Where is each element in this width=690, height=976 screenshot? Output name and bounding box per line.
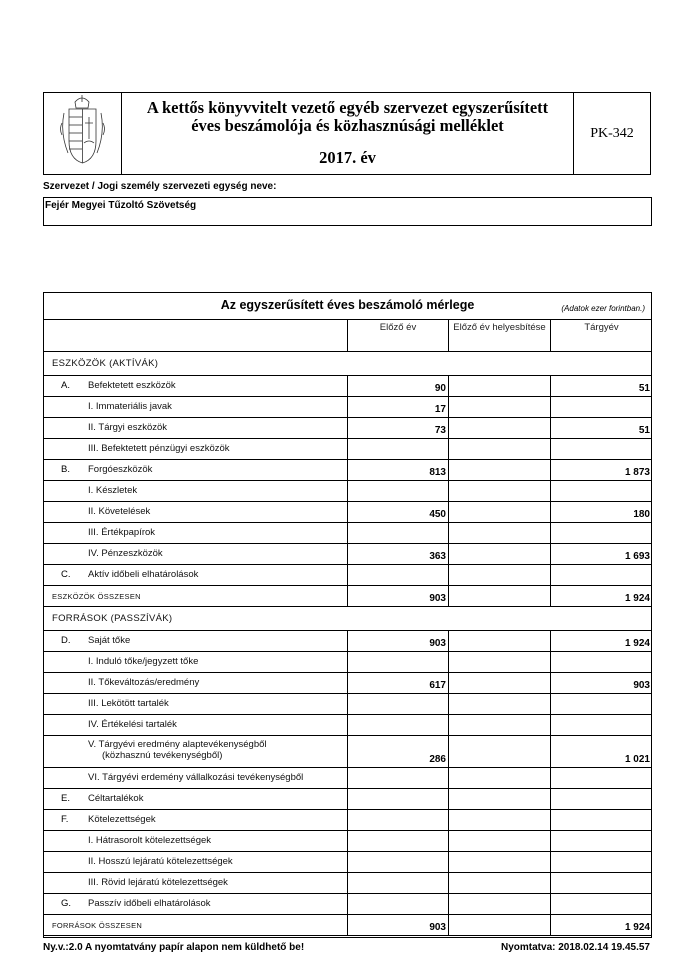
table-row (44, 439, 651, 460)
value-current-cell[interactable] (550, 873, 652, 893)
value-prev-cell[interactable] (347, 736, 448, 767)
value-correction-cell[interactable] (448, 789, 550, 809)
value-prev-cell[interactable] (347, 565, 448, 585)
total-row (44, 586, 651, 607)
value-prev-cell[interactable] (347, 831, 448, 851)
value-correction-cell[interactable] (448, 502, 550, 522)
value-current: 1 924 (624, 593, 650, 604)
table-row (44, 544, 651, 565)
row-label: Aktív időbeli elhatárolások (88, 569, 199, 580)
row-label: Passzív időbeli elhatárolások (88, 898, 211, 909)
row-label: I. Készletek (88, 485, 138, 496)
value-prev: 813 (429, 467, 446, 478)
value-current-cell[interactable] (550, 544, 652, 564)
form-code: PK-342 (573, 93, 650, 174)
row-label: II. Követelések (88, 506, 151, 517)
table-caption (44, 293, 651, 320)
value-prev: 617 (429, 680, 446, 691)
table-row (44, 565, 651, 586)
row-label: FORRÁSOK ÖSSZESEN (52, 921, 143, 930)
value-correction-cell[interactable] (448, 810, 550, 830)
value-prev: 903 (429, 638, 446, 649)
value-current-cell[interactable] (550, 768, 652, 788)
row-label: V. Tárgyévi eredmény alaptevékenységből (88, 739, 267, 750)
value-prev-cell[interactable] (347, 915, 448, 935)
value-correction-cell[interactable] (448, 418, 550, 438)
table-row (44, 376, 651, 397)
value-correction-cell[interactable] (448, 694, 550, 714)
value-current: 1 873 (624, 467, 650, 478)
value-prev-cell[interactable] (347, 652, 448, 672)
row-label: II. Tárgyi eszközök (88, 422, 168, 433)
row-code: F. (61, 814, 69, 825)
value-prev-cell[interactable] (347, 586, 448, 606)
table-row (44, 397, 651, 418)
value-correction-cell[interactable] (448, 544, 550, 564)
value-current: 51 (638, 383, 650, 394)
table-row (44, 673, 651, 694)
column-header-correction: Előző év helyesbítése (448, 320, 550, 352)
value-correction-cell[interactable] (448, 460, 550, 480)
row-label: I. Hátrasorolt kötelezettségek (88, 835, 212, 846)
column-header-prev: Előző év (347, 320, 448, 352)
table-row (44, 481, 651, 502)
row-code: B. (61, 464, 70, 475)
value-current: 180 (633, 509, 650, 520)
table-row (44, 831, 651, 852)
row-code: A. (61, 380, 70, 391)
table-row (44, 768, 651, 789)
row-label: III. Értékpapírok (88, 527, 156, 538)
value-prev: 450 (429, 509, 446, 520)
value-prev: 286 (429, 754, 446, 765)
table-row (44, 523, 651, 544)
section-row (44, 352, 651, 376)
value-prev: 73 (434, 425, 446, 436)
value-current: 1 924 (624, 638, 650, 649)
table-row (44, 460, 651, 481)
row-code: D. (61, 635, 71, 646)
row-label: ESZKÖZÖK ÖSSZESEN (52, 592, 141, 601)
value-correction-cell[interactable] (448, 873, 550, 893)
value-correction-cell[interactable] (448, 715, 550, 735)
table-row (44, 652, 651, 673)
value-prev-cell[interactable] (347, 397, 448, 417)
value-prev-cell[interactable] (347, 631, 448, 651)
form-header (43, 92, 651, 175)
table-row (44, 694, 651, 715)
value-current-cell[interactable] (550, 502, 652, 522)
value-current-cell[interactable] (550, 652, 652, 672)
table-row (44, 736, 651, 768)
value-prev-cell[interactable] (347, 810, 448, 830)
row-label-continuation: (közhasznú tevékenységből) (102, 750, 223, 761)
value-current-cell[interactable] (550, 376, 652, 396)
unit-note: (Adatok ezer forintban.) (561, 304, 645, 313)
value-prev-cell[interactable] (347, 376, 448, 396)
value-current: 903 (633, 680, 650, 691)
row-label: Befektetett eszközök (88, 380, 176, 391)
table-title: Az egyszerűsített éves beszámoló mérlege (220, 298, 475, 312)
value-correction-cell[interactable] (448, 565, 550, 585)
value-prev-cell[interactable] (347, 768, 448, 788)
value-current-cell[interactable] (550, 439, 652, 459)
value-prev-cell[interactable] (347, 673, 448, 693)
value-prev-cell[interactable] (347, 789, 448, 809)
value-current-cell[interactable] (550, 586, 652, 606)
value-correction-cell[interactable] (448, 852, 550, 872)
value-current-cell[interactable] (550, 523, 652, 543)
table-row (44, 502, 651, 523)
row-label: III. Rövid lejáratú kötelezettségek (88, 877, 228, 888)
row-label: III. Befektetett pénzügyi eszközök (88, 443, 230, 454)
value-correction-cell[interactable] (448, 652, 550, 672)
value-current-cell[interactable] (550, 397, 652, 417)
value-current-cell[interactable] (550, 631, 652, 651)
footer-print-date: Nyomtatva: 2018.02.14 19.45.57 (501, 942, 650, 953)
value-current: 1 693 (624, 551, 650, 562)
organization-name: Fejér Megyei Tűzoltó Szövetség (45, 200, 197, 211)
value-prev-cell[interactable] (347, 894, 448, 914)
value-current-cell[interactable] (550, 481, 652, 501)
row-label: III. Lekötött tartalék (88, 698, 169, 709)
value-current-cell[interactable] (550, 810, 652, 830)
table-row (44, 810, 651, 831)
value-correction-cell[interactable] (448, 768, 550, 788)
row-code: E. (61, 793, 70, 804)
row-label: Céltartalékok (88, 793, 144, 804)
value-prev: 17 (434, 404, 446, 415)
value-correction-cell[interactable] (448, 894, 550, 914)
value-prev-cell[interactable] (347, 481, 448, 501)
title-line-1: A kettős könyvvitelt vezető egyéb szervezet egyszerűsített (146, 98, 549, 117)
row-label: IV. Értékelési tartalék (88, 719, 177, 730)
value-prev-cell[interactable] (347, 460, 448, 480)
row-code: C. (61, 569, 71, 580)
value-current-cell[interactable] (550, 694, 652, 714)
value-prev: 90 (434, 383, 446, 394)
row-label: ESZKÖZÖK (AKTÍVÁK) (52, 358, 159, 369)
table-row (44, 873, 651, 894)
row-label: II. Hosszú lejáratú kötelezettségek (88, 856, 233, 867)
organization-name-field[interactable] (43, 197, 652, 226)
coat-of-arms-logo (44, 93, 122, 174)
value-correction-cell[interactable] (448, 397, 550, 417)
row-label: Kötelezettségek (88, 814, 156, 825)
value-prev-cell[interactable] (347, 502, 448, 522)
organization-label: Szervezet / Jogi személy szervezeti egység neve: (43, 181, 277, 192)
value-current: 1 021 (624, 754, 650, 765)
value-prev-cell[interactable] (347, 694, 448, 714)
value-prev-cell[interactable] (347, 418, 448, 438)
row-label: FORRÁSOK (PASSZÍVÁK) (52, 613, 173, 624)
row-label: VI. Tárgyévi erdemény vállalkozási tevékenységből (88, 772, 304, 783)
value-prev: 363 (429, 551, 446, 562)
value-correction-cell[interactable] (448, 523, 550, 543)
row-label: II. Tőkeváltozás/eredmény (88, 677, 200, 688)
table-row (44, 789, 651, 810)
row-label: Saját tőke (88, 635, 131, 646)
value-current-cell[interactable] (550, 418, 652, 438)
value-prev-cell[interactable] (347, 544, 448, 564)
row-code: G. (61, 898, 72, 909)
row-label: IV. Pénzeszközök (88, 548, 163, 559)
value-current-cell[interactable] (550, 565, 652, 585)
value-current-cell[interactable] (550, 789, 652, 809)
value-current-cell[interactable] (550, 915, 652, 935)
column-header-current: Tárgyév (550, 320, 652, 352)
value-prev: 903 (429, 593, 446, 604)
value-current-cell[interactable] (550, 715, 652, 735)
value-prev-cell[interactable] (347, 852, 448, 872)
table-row (44, 852, 651, 873)
form-title (122, 93, 573, 174)
value-prev: 903 (429, 922, 446, 933)
row-label: I. Immateriális javak (88, 401, 172, 412)
value-current: 51 (638, 425, 650, 436)
value-current-cell[interactable] (550, 460, 652, 480)
row-label: I. Induló tőke/jegyzett tőke (88, 656, 199, 667)
title-line-2: éves beszámolója és közhasznúsági melléklet (191, 116, 504, 135)
value-prev-cell[interactable] (347, 439, 448, 459)
value-current-cell[interactable] (550, 831, 652, 851)
value-current-cell[interactable] (550, 736, 652, 767)
table-row (44, 418, 651, 439)
section-row (44, 607, 651, 631)
value-correction-cell[interactable] (448, 376, 550, 396)
value-prev-cell[interactable] (347, 715, 448, 735)
row-label: Forgóeszközök (88, 464, 153, 475)
table-row (44, 715, 651, 736)
footer-version-note: Ny.v.:2.0 A nyomtatvány papír alapon nem küldhető be! (43, 942, 305, 953)
total-row (44, 915, 651, 936)
table-row (44, 631, 651, 652)
table-row (44, 894, 651, 915)
value-current-cell[interactable] (550, 673, 652, 693)
value-current-cell[interactable] (550, 852, 652, 872)
value-correction-cell[interactable] (448, 631, 550, 651)
value-prev-cell[interactable] (347, 873, 448, 893)
value-current-cell[interactable] (550, 894, 652, 914)
value-correction-cell[interactable] (448, 439, 550, 459)
report-year: 2017. év (319, 148, 376, 167)
value-correction-cell[interactable] (448, 736, 550, 767)
value-correction-cell[interactable] (448, 481, 550, 501)
value-prev-cell[interactable] (347, 523, 448, 543)
coat-of-arms-icon (44, 93, 121, 174)
value-current: 1 924 (624, 922, 650, 933)
label-column-header (44, 320, 347, 352)
value-correction-cell[interactable] (448, 673, 550, 693)
balance-sheet-table (43, 292, 652, 938)
value-correction-cell[interactable] (448, 831, 550, 851)
value-correction-cell[interactable] (448, 586, 550, 606)
value-correction-cell[interactable] (448, 915, 550, 935)
